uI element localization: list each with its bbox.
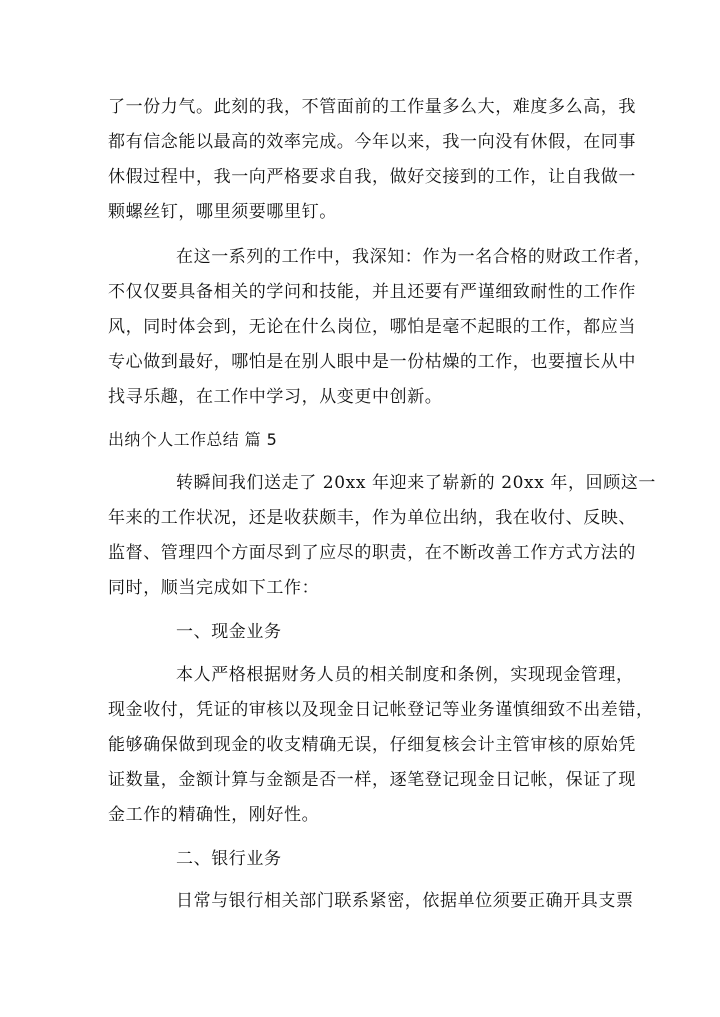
text-line: 本人严格根据财务人员的相关制度和条例，实现现金管理， xyxy=(176,665,634,685)
text-line: 颗螺丝钉，哪里须要哪里钉。 xyxy=(108,202,337,222)
text-line: 年来的工作状况，还是收获颇丰，作为单位出纳，我在收付、反映、 xyxy=(108,508,636,528)
text-line: 在这一系列的工作中，我深知：作为一名合格的财政工作者， xyxy=(176,247,652,267)
text-line: 专心做到最好，哪怕是在别人眼中是一份枯燥的工作，也要擅长从中 xyxy=(108,352,636,372)
text-line: 转瞬间我们送走了 20xx 年迎来了崭新的 20xx 年，回顾这一 xyxy=(176,473,657,493)
text-line: 现金收付，凭证的审核以及现金日记帐登记等业务谨慎细致不出差错， xyxy=(108,700,654,720)
section-heading: 出纳个人工作总结 篇 5 xyxy=(108,430,278,449)
text-line: 休假过程中，我一向严格要求自我，做好交接到的工作，让自我做一 xyxy=(108,167,636,187)
text-line: 不仅仅要具备相关的学问和技能，并且还要有严谨细致耐性的工作作 xyxy=(108,282,636,302)
text-line: 监督、管理四个方面尽到了应尽的职责，在不断改善工作方式方法的 xyxy=(108,543,636,563)
text-line: 证数量，金额计算与金额是否一样，逐笔登记现金日记帐，保证了现 xyxy=(108,770,636,790)
text-line: 找寻乐趣，在工作中学习，从变更中创新。 xyxy=(108,387,443,407)
subheading-cash: 一、现金业务 xyxy=(176,622,282,642)
text-line: 风，同时体会到，无论在什么岗位，哪怕是毫不起眼的工作，都应当 xyxy=(108,317,636,337)
text-line: 能够确保做到现金的收支精确无误，仔细复核会计主管审核的原始凭 xyxy=(108,735,636,755)
text-line: 日常与银行相关部门联系紧密，依据单位须要正确开具支票 xyxy=(176,891,634,911)
text-line: 了一份力气。此刻的我，不管面前的工作量多么大，难度多么高，我 xyxy=(108,97,636,117)
text-line: 都有信念能以最高的效率完成。今年以来，我一向没有休假，在同事 xyxy=(108,132,636,152)
subheading-bank: 二、银行业务 xyxy=(176,849,282,869)
text-line: 金工作的精确性，刚好性。 xyxy=(108,805,320,825)
text-line: 同时，顺当完成如下工作： xyxy=(108,578,320,598)
